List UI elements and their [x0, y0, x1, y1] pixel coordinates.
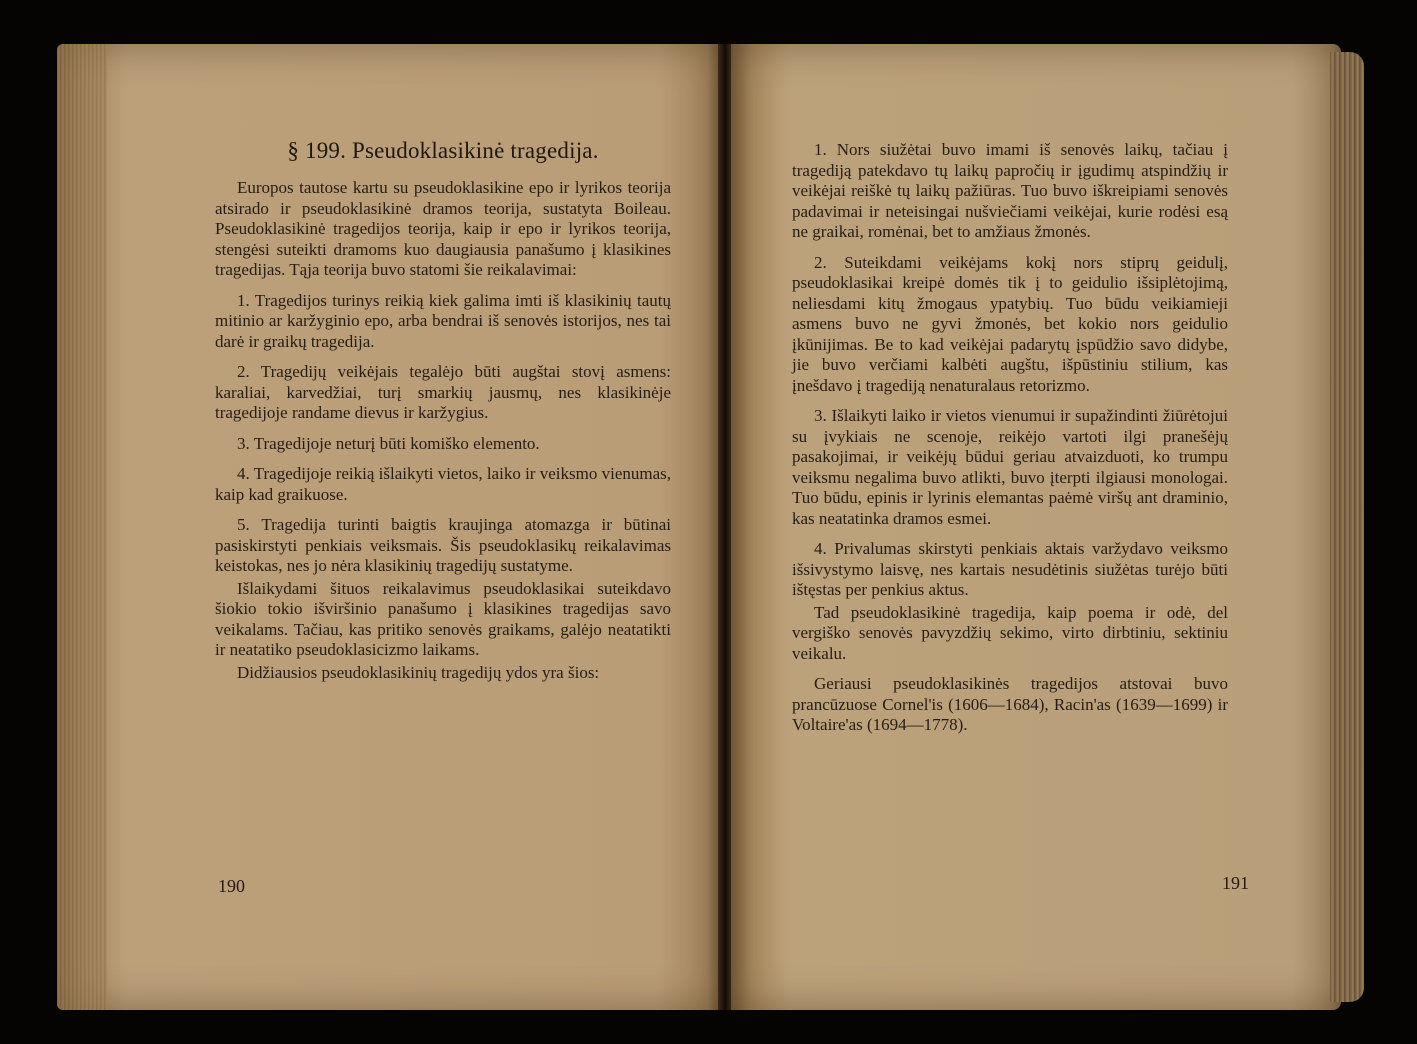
section-heading: § 199. Pseudoklasikinė tragedija. — [287, 138, 599, 163]
list-item: 2. Suteikdami veikėjams kokį nors stiprų geidulį, pseudoklasikai kreipė domės tik į to geidulio išsiplėtojimą, neliesdami kitų žmogaus ypatybių. Tuo būdu veikiamieji asmens buvo ne gyvi žmonės, bet kokio nors geidulio įkūnijimas. Be to kad veikėjai padarytų įspūdžio savo didybe, jie buvo verčiami kalbėti augštu, išpūstiniu stilium, kas įnešdavo į tragediją nenaturalaus retorizmo. — [792, 252, 1228, 395]
list-item: 1. Tragedijos turinys reikią kiek galima imti iš klasikinių tautų mitinio ar karžyginio epo, arba bendrai iš senovės istorijos, nes tai darė ir graikų tragedija. — [215, 290, 671, 351]
list-item: 3. Tragedijoje neturį būti komiško elemento. — [237, 433, 540, 453]
paragraph: Tad pseudoklasikinė tragedija, kaip poema ir odė, del vergiško senovės pavyzdžių sekimo, virto dirbtiniu, sektiniu veikalu. — [792, 602, 1228, 663]
book-gutter — [718, 44, 732, 1010]
right-page-edges — [1330, 52, 1364, 1002]
list-item: 4. Privalumas skirstyti penkiais aktais varžydavo veiksmo išsivystymo laisvę, nes kartais nesudėtinis siužėtas turėjo būti ištęstas per penkius aktus. — [792, 539, 1228, 599]
paragraph: Didžiausios pseudoklasikinių tragedijų ydos yra šios: — [237, 662, 600, 682]
list-item: 3. Išlaikyti laiko ir vietos vienumui ir supažindinti žiūrėtojui su įvykiais ne scenoje, reikėjo vartoti ilgi pranešėjų pasakojimai, ir veikėjų būdui geriau atvaizduoti, ko trumpu veiksmu negalima buvo atlikti, buvo įterpti ilgiausi monologai. Tuo būdu, epinis ir lyrinis elemantas paėmė viršų ant draminio, kas neatatinka dramos esmei. — [792, 406, 1228, 528]
list-item: 4. Tragedijoje reikią išlaikyti vietos, laiko ir veiksmo vienumas, kaip kad graikuose. — [215, 464, 671, 504]
list-item: 1. Nors siužėtai buvo imami iš senovės laikų, tačiau į tragediją patekdavo tų laikų papročių ir įgudimų atspindžių ir veikėjai reiškė tų laikų pažiūras. Tuo buvo iškreipiami senovės padavimai ir neteisingai nušviečiami veikėjai, kurie rodėsi esą ne graikai, romėnai, bet to amžiaus žmonės. — [792, 140, 1228, 241]
paragraph: Geriausi pseudoklasikinės tragedijos atstovai buvo prancūzuose Cornel'is (1606—1684), Racin'as (1639—1699) ir Voltaire'as (1694—1778). — [792, 674, 1228, 734]
paragraph: Išlaikydami šituos reikalavimus pseudoklasikai suteikdavo šiokio tokio išviršinio panašumo į klasikines tragedijas savo veikalams. Tačiau, kas pritiko senovės graikams, galėjo neatatikti ir neatatiko pseudoklasicizmo laikams. — [215, 578, 671, 659]
paragraph: Europos tautose kartu su pseudoklasikine epo ir lyrikos teorija atsirado ir pseudoklasikinė dramos teorija, sustatyta Boileau. Pseudoklasikinė tragedijos teorija, kaip ir epo ir lyrikos teorija, stengėsi suteikti dramoms kuo daugiausia panašumo į klasikines tragedijas. Tąja teorija buvo statomi šie reikalavimai: — [215, 178, 671, 279]
left-page-edge — [57, 44, 107, 1010]
page-number-left: 190 — [218, 876, 245, 896]
list-item: 2. Tragedijų veikėjais tegalėjo būti augštai stovį asmens: karaliai, karvedžiai, turį smarkių jausmų, nes klasikinėje tragedijoje randame dievus ir karžygius. — [215, 362, 671, 422]
list-item: 5. Tragedija turinti baigtis kraujinga atomazga ir būtinai pasiskirstyti penkiais veiksmais. Šis pseudoklasikų reikalavimas keistokas, nes jo nėra klasikinių tragedijų sustatyme. — [215, 515, 671, 575]
page-number-right: 191 — [1222, 873, 1249, 893]
left-page-text — [215, 138, 671, 693]
right-page-text — [792, 140, 1228, 746]
